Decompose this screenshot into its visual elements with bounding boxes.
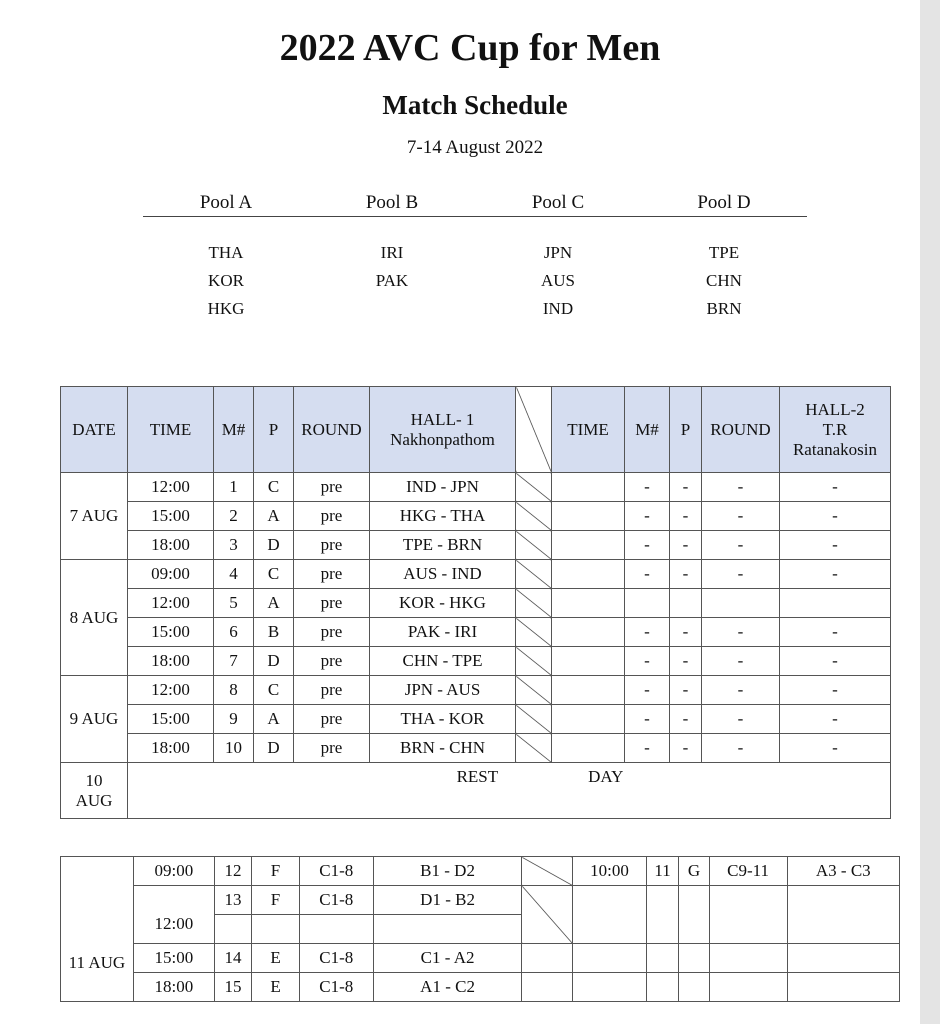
pool-b-teams (309, 243, 475, 327)
match-cell: BRN - CHN (370, 734, 516, 763)
table-row (61, 502, 891, 531)
team: IRI (380, 243, 404, 262)
table-row (61, 973, 900, 1002)
pool-cell: C (254, 473, 294, 502)
hall2-match-cell (780, 589, 891, 618)
table-row (61, 944, 900, 973)
hall2-empty-cell (787, 886, 899, 944)
date-cell (61, 763, 128, 819)
pool-headers (143, 192, 807, 217)
team: TPE (708, 243, 740, 262)
match-no-cell: 6 (214, 618, 254, 647)
hall2-round-cell: - (702, 676, 780, 705)
divider-cell (522, 886, 573, 944)
hall2-location-1: T.R (822, 419, 848, 439)
hall2-empty-cell (573, 973, 647, 1002)
pool-d-teams (641, 243, 807, 327)
team: BRN (706, 299, 742, 318)
hall2-round-cell: C9-11 (709, 857, 787, 886)
hall2-match-cell: - (780, 676, 891, 705)
divider-cell (516, 560, 552, 589)
team: CHN (706, 271, 742, 290)
pool-a-teams (143, 243, 309, 327)
hall2-match-no-cell: - (625, 618, 670, 647)
match-cell: JPN - AUS (370, 676, 516, 705)
match-no-cell: 2 (214, 502, 254, 531)
hall2-pool-cell: - (670, 618, 702, 647)
match-cell: D1 - B2 (373, 886, 522, 915)
divider-cell (516, 705, 552, 734)
hall2-round-cell: - (702, 560, 780, 589)
round-cell: pre (294, 502, 370, 531)
hall2-round-cell: - (702, 618, 780, 647)
hall2-match-no-cell: - (625, 502, 670, 531)
round-cell: pre (294, 647, 370, 676)
hall2-match-no-cell: - (625, 473, 670, 502)
header-pool2: P (670, 387, 702, 473)
hall2-match-cell: A3 - C3 (787, 857, 899, 886)
hall2-time-cell (552, 502, 625, 531)
hall2-match-cell: - (780, 473, 891, 502)
pool-teams (143, 243, 807, 327)
pool-cell: E (252, 944, 300, 973)
match-cell: TPE - BRN (370, 531, 516, 560)
team: PAK (375, 271, 409, 290)
hall2-match-cell: - (780, 647, 891, 676)
pool-cell: F (252, 857, 300, 886)
pool-c-teams (475, 243, 641, 327)
pool-d-header: Pool D (697, 192, 751, 213)
hall2-match-cell: - (780, 734, 891, 763)
hall2-match-no-cell: - (625, 705, 670, 734)
match-cell: IND - JPN (370, 473, 516, 502)
date-cell: 7 AUG (61, 473, 128, 560)
round-cell: pre (294, 676, 370, 705)
hall2-time-cell (552, 589, 625, 618)
hall2-time-cell (552, 705, 625, 734)
team: JPN (543, 243, 573, 262)
hall2-empty-cell (679, 973, 709, 1002)
divider-cell (516, 676, 552, 705)
hall2-empty-cell (679, 944, 709, 973)
hall2-empty-cell (573, 944, 647, 973)
time-cell: 18:00 (128, 734, 214, 763)
match-no-cell: 9 (214, 705, 254, 734)
round-cell: pre (294, 473, 370, 502)
rest-day-cell (128, 763, 891, 819)
hall2-match-no-cell: - (625, 647, 670, 676)
pool-cell: D (254, 647, 294, 676)
hall2-match-cell: - (780, 618, 891, 647)
document-title: 2022 AVC Cup for Men (279, 27, 661, 69)
table-row (61, 473, 891, 502)
empty-cell (373, 915, 522, 944)
aug11-body (61, 857, 900, 1002)
hall2-pool-cell: - (670, 560, 702, 589)
pool-cell: A (254, 502, 294, 531)
round-cell: C1-8 (299, 944, 373, 973)
table-row (61, 705, 891, 734)
time-cell: 18:00 (128, 647, 214, 676)
hall2-match-cell: - (780, 560, 891, 589)
hall2-pool-cell: - (670, 531, 702, 560)
date-cell: 11 AUG (61, 857, 134, 1002)
table-row (61, 560, 891, 589)
date-cell: 9 AUG (61, 676, 128, 763)
pool-cell: D (254, 734, 294, 763)
team: THA (208, 243, 244, 262)
rest-day-row (61, 763, 891, 819)
match-cell: THA - KOR (370, 705, 516, 734)
header-hall2 (780, 387, 891, 473)
rest-label: REST (456, 767, 499, 786)
date-cell: 8 AUG (61, 560, 128, 676)
hall2-round-cell: - (702, 502, 780, 531)
match-cell: KOR - HKG (370, 589, 516, 618)
time-cell: 12:00 (128, 589, 214, 618)
table-row (61, 531, 891, 560)
round-cell: pre (294, 618, 370, 647)
table-row (61, 647, 891, 676)
pool-cell: C (254, 676, 294, 705)
round-cell: pre (294, 589, 370, 618)
hall2-round-cell (702, 589, 780, 618)
table-row (61, 618, 891, 647)
match-no-cell: 4 (214, 560, 254, 589)
team: HKG (207, 299, 245, 318)
hall2-match-no-cell: 11 (646, 857, 678, 886)
hall2-pool-cell: - (670, 502, 702, 531)
hall2-time-cell (552, 618, 625, 647)
document-subtitle: Match Schedule (382, 90, 568, 120)
divider-cell (516, 531, 552, 560)
empty-cell (299, 915, 373, 944)
round-cell: pre (294, 734, 370, 763)
event-dates: 7-14 August 2022 (406, 137, 544, 158)
team: AUS (540, 271, 575, 290)
time-cell: 12:00 (128, 473, 214, 502)
hall2-round-cell: - (702, 734, 780, 763)
pool-cell: C (254, 560, 294, 589)
hall2-pool-cell: - (670, 473, 702, 502)
pool-a-header: Pool A (199, 192, 253, 213)
page-edge (920, 0, 940, 1024)
table-row (61, 734, 891, 763)
blank-cell (522, 973, 573, 1002)
time-cell: 15:00 (128, 618, 214, 647)
hall2-pool-cell: G (679, 857, 709, 886)
match-no-cell: 7 (214, 647, 254, 676)
round-cell: pre (294, 560, 370, 589)
hall2-time-cell (552, 734, 625, 763)
hall2-time-cell (552, 560, 625, 589)
header-date: DATE (61, 387, 128, 473)
schedule-table-aug11 (60, 856, 900, 1002)
match-no-cell: 5 (214, 589, 254, 618)
rest-date-month: AUG (75, 790, 113, 810)
hall2-match-no-cell (625, 589, 670, 618)
header-match-no2: M# (625, 387, 670, 473)
schedule-body (61, 473, 891, 819)
time-cell: 15:00 (128, 705, 214, 734)
team: IND (542, 299, 574, 318)
blank-cell (522, 944, 573, 973)
header-pool: P (254, 387, 294, 473)
pool-cell: F (252, 886, 300, 915)
hall2-match-cell: - (780, 705, 891, 734)
pool-cell: A (254, 589, 294, 618)
match-no-cell: 1 (214, 473, 254, 502)
time-cell: 18:00 (133, 973, 214, 1002)
hall2-pool-cell: - (670, 734, 702, 763)
match-no-cell: 14 (214, 944, 251, 973)
match-no-cell: 8 (214, 676, 254, 705)
round-cell: C1-8 (299, 886, 373, 915)
pool-cell: B (254, 618, 294, 647)
hall1-name: HALL- 1 (410, 409, 475, 429)
header-round: ROUND (294, 387, 370, 473)
divider-cell (516, 502, 552, 531)
header-time: TIME (128, 387, 214, 473)
match-cell: AUS - IND (370, 560, 516, 589)
time-cell: 15:00 (133, 944, 214, 973)
divider-cell (522, 857, 573, 886)
table-row (61, 589, 891, 618)
time-cell: 12:00 (128, 676, 214, 705)
round-cell: pre (294, 705, 370, 734)
time-cell: 12:00 (133, 886, 214, 944)
team: KOR (208, 271, 244, 290)
table-row (61, 886, 900, 915)
match-cell: PAK - IRI (370, 618, 516, 647)
hall2-pool-cell: - (670, 676, 702, 705)
hall2-location-2: Ratanakosin (792, 439, 878, 459)
hall2-time-cell (552, 473, 625, 502)
header-hall1 (370, 387, 516, 473)
hall2-match-no-cell: - (625, 734, 670, 763)
empty-cell (252, 915, 300, 944)
match-no-cell: 13 (214, 886, 251, 915)
hall2-round-cell: - (702, 647, 780, 676)
hall2-empty-cell (709, 886, 787, 944)
hall2-time-cell (552, 531, 625, 560)
empty-cell (214, 915, 251, 944)
divider-cell (516, 618, 552, 647)
time-cell: 09:00 (128, 560, 214, 589)
hall2-match-cell: - (780, 502, 891, 531)
hall2-round-cell: - (702, 473, 780, 502)
match-cell: C1 - A2 (373, 944, 522, 973)
hall2-empty-cell (787, 944, 899, 973)
pool-cell: D (254, 531, 294, 560)
match-no-cell: 15 (214, 973, 251, 1002)
pool-cell: A (254, 705, 294, 734)
hall2-match-no-cell: - (625, 560, 670, 589)
divider-cell (516, 589, 552, 618)
pool-c-header: Pool C (531, 192, 585, 213)
hall2-round-cell: - (702, 705, 780, 734)
day-label: DAY (588, 767, 624, 786)
match-no-cell: 3 (214, 531, 254, 560)
table-row (61, 676, 891, 705)
pool-b-header: Pool B (365, 192, 419, 213)
pool-cell: E (252, 973, 300, 1002)
hall2-round-cell: - (702, 531, 780, 560)
match-cell: HKG - THA (370, 502, 516, 531)
hall2-time-cell: 10:00 (573, 857, 647, 886)
header-round2: ROUND (702, 387, 780, 473)
hall2-empty-cell (646, 944, 678, 973)
divider-cell (516, 473, 552, 502)
hall2-match-no-cell: - (625, 676, 670, 705)
match-no-cell: 10 (214, 734, 254, 763)
hall2-empty-cell (646, 973, 678, 1002)
hall2-match-cell: - (780, 531, 891, 560)
hall2-empty-cell (573, 886, 647, 944)
hall2-empty-cell (709, 973, 787, 1002)
pools-section (143, 192, 807, 327)
rest-date-day: 10 (85, 770, 103, 790)
hall2-empty-cell (787, 973, 899, 1002)
hall2-pool-cell (670, 589, 702, 618)
match-cell: CHN - TPE (370, 647, 516, 676)
header-time2: TIME (552, 387, 625, 473)
hall2-match-no-cell: - (625, 531, 670, 560)
time-cell: 18:00 (128, 531, 214, 560)
match-no-cell: 12 (214, 857, 251, 886)
match-cell: A1 - C2 (373, 973, 522, 1002)
hall2-pool-cell: - (670, 705, 702, 734)
table-row (61, 857, 900, 886)
hall2-time-cell (552, 647, 625, 676)
hall2-empty-cell (679, 886, 709, 944)
hall2-name: HALL-2 (805, 399, 865, 419)
hall2-empty-cell (646, 886, 678, 944)
match-cell: B1 - D2 (373, 857, 522, 886)
time-cell: 09:00 (133, 857, 214, 886)
hall2-empty-cell (709, 944, 787, 973)
divider-cell (516, 647, 552, 676)
header-divider (516, 387, 552, 473)
header-match-no: M# (214, 387, 254, 473)
hall2-pool-cell: - (670, 647, 702, 676)
time-cell: 15:00 (128, 502, 214, 531)
hall1-location: Nakhonpathom (390, 429, 495, 449)
hall2-time-cell (552, 676, 625, 705)
round-cell: C1-8 (299, 857, 373, 886)
round-cell: pre (294, 531, 370, 560)
round-cell: C1-8 (299, 973, 373, 1002)
schedule-table-main (60, 386, 891, 819)
divider-cell (516, 734, 552, 763)
